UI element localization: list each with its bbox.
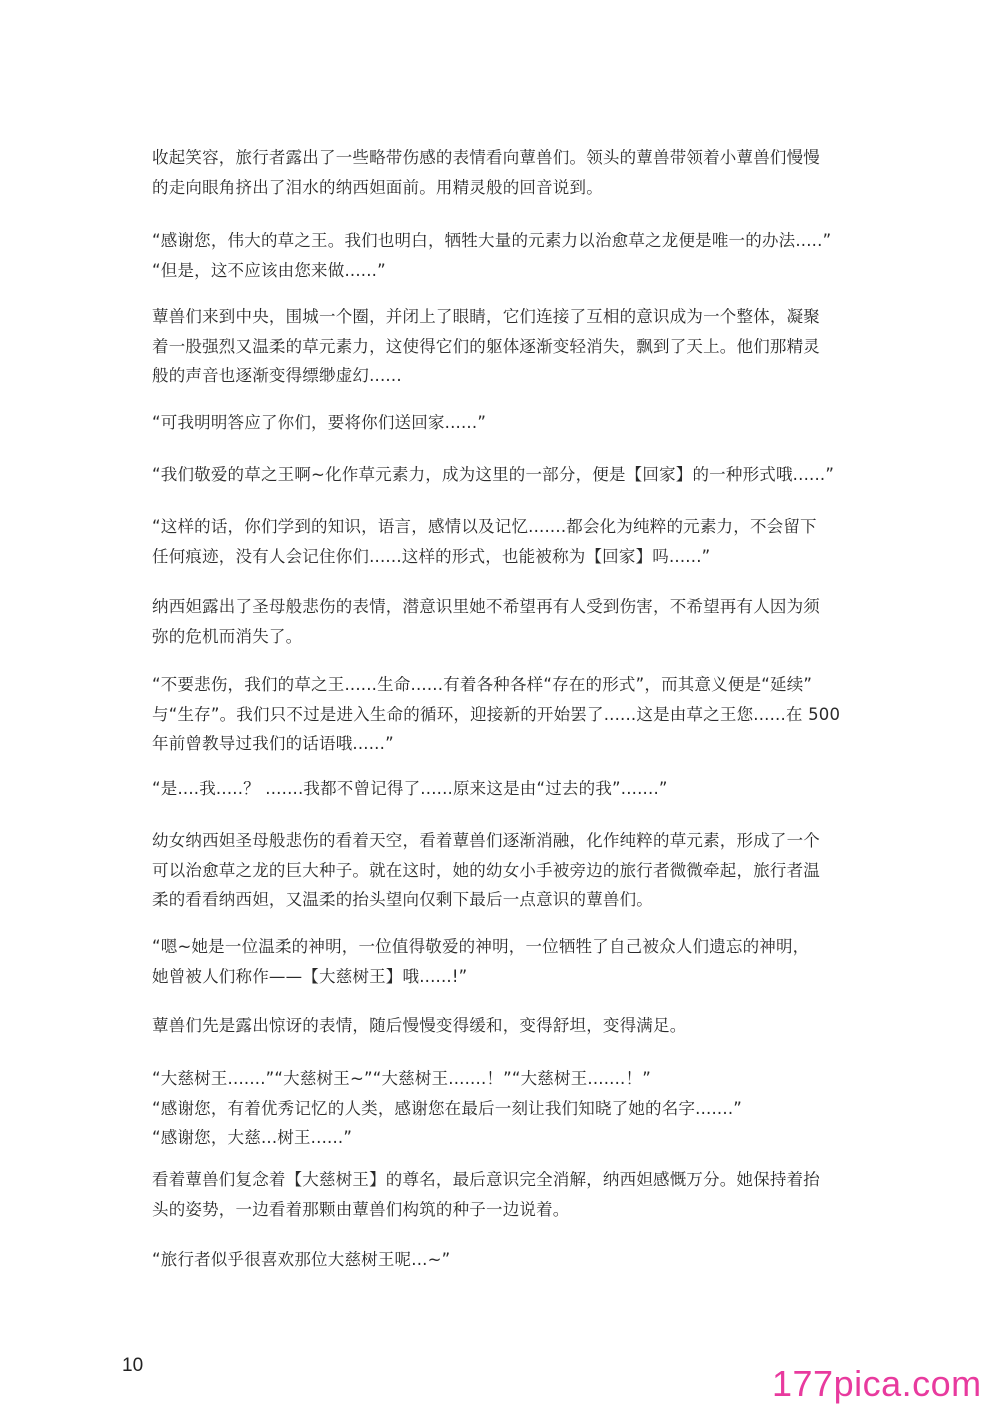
text-line: 可以治愈草之龙的巨大种子。就在这时，她的幼女小手被旁边的旅行者微微牵起，旅行者温 [152, 860, 820, 880]
paragraph [152, 774, 852, 804]
text-line: 与“生存”。我们只不过是进入生命的循环，迎接新的开始罢了......这是由草之王您......在 500 [152, 704, 841, 724]
paragraph [152, 1011, 852, 1041]
paragraph [152, 592, 852, 651]
text-line: “我们敬爱的草之王啊~化作草元素力，成为这里的一部分，便是【回家】的一种形式哦......” [152, 465, 835, 484]
paragraph [152, 826, 852, 915]
paragraph [152, 512, 852, 571]
text-line: 年前曾教导过我们的话语哦......” [152, 734, 394, 753]
text-line: “大慈树王.......”“大慈树王~”“大慈树王.......！”“大慈树王.......！” [152, 1069, 651, 1088]
paragraph [152, 932, 852, 991]
text-line: 弥的危机而消失了。 [152, 626, 303, 646]
text-line: 她曾被人们称作——【大慈树王】哦......!” [152, 966, 468, 986]
text-line: “嗯~她是一位温柔的神明，一位值得敬爱的神明，一位牺牲了自己被众人们遗忘的神明， [152, 937, 810, 956]
text-line: 幼女纳西妲圣母般悲伤的看着天空，看着蕈兽们逐渐消融，化作纯粹的草元素，形成了一个 [152, 831, 820, 850]
text-line: “可我明明答应了你们，要将你们送回家......” [152, 413, 487, 432]
text-line: 柔的看看纳西妲，又温柔的抬头望向仅剩下最后一点意识的蕈兽们。 [152, 890, 653, 909]
paragraph [152, 302, 852, 391]
text-line: 着一股强烈又温柔的草元素力，这使得它们的躯体逐渐变轻消失，飘到了天上。他们那精灵 [152, 336, 820, 356]
text-line: 任何痕迹，没有人会记住你们......这样的形式，也能被称为【回家】吗......” [152, 546, 711, 566]
text-line: “但是，这不应该由您来做......” [152, 260, 386, 280]
text-line: “感谢您，伟大的草之王。我们也明白，牺牲大量的元素力以治愈草之龙便是唯一的办法.....” [152, 231, 832, 250]
text-line: 纳西妲露出了圣母般悲伤的表情，潜意识里她不希望再有人受到伤害，不希望再有人因为须 [152, 597, 820, 616]
text-line: 般的声音也逐渐变得缥缈虚幻...... [152, 366, 402, 385]
paragraph [152, 408, 852, 438]
text-line: “这样的话，你们学到的知识，语言，感情以及记忆.......都会化为纯粹的元素力，不会留下 [152, 517, 817, 536]
text-line: 头的姿势，一边看着那颗由蕈兽们构筑的种子一边说着。 [152, 1199, 570, 1219]
paragraph [152, 460, 852, 490]
paragraph [152, 143, 852, 202]
watermark: 177pica.com [772, 1363, 982, 1404]
text-line: 的走向眼角挤出了泪水的纳西妲面前。用精灵般的回音说到。 [152, 177, 603, 197]
paragraph [152, 1064, 852, 1153]
paragraph [152, 1245, 852, 1275]
text-line: “是....我.....？ .......我都不曾记得了......原来这是由“过去的我”.......” [152, 779, 668, 798]
text-line: 收起笑容，旅行者露出了一些略带伤感的表情看向蕈兽们。领头的蕈兽带领着小蕈兽们慢慢 [152, 148, 820, 167]
paragraph [152, 1165, 852, 1224]
text-line: 蕈兽们先是露出惊讶的表情，随后慢慢变得缓和，变得舒坦，变得满足。 [152, 1016, 687, 1035]
text-line: 看着蕈兽们复念着【大慈树王】的尊名，最后意识完全消解，纳西妲感慨万分。她保持着抬 [152, 1170, 820, 1189]
text-line: 蕈兽们来到中央，围城一个圈，并闭上了眼睛，它们连接了互相的意识成为一个整体，凝聚 [152, 307, 820, 326]
paragraph [152, 226, 852, 285]
text-line: “感谢您，大慈...树王......” [152, 1128, 353, 1147]
text-line: “不要悲伤，我们的草之王......生命......有着各种各样“存在的形式”，而其意义便是“延续” [152, 675, 813, 694]
page-number: 10 [122, 1355, 144, 1376]
text-line: “感谢您，有着优秀记忆的人类，感谢您在最后一刻让我们知晓了她的名字.......” [152, 1098, 743, 1118]
paragraph [152, 670, 852, 759]
text-line: “旅行者似乎很喜欢那位大慈树王呢...~” [152, 1250, 451, 1269]
